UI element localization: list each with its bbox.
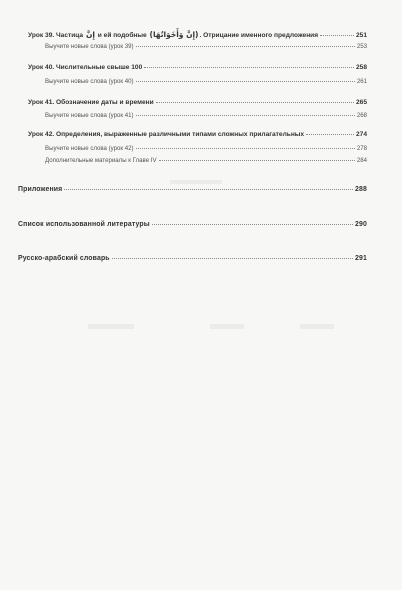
leader-dots [320,35,354,36]
show-through-mark [300,324,334,329]
page-number: 265 [355,99,367,106]
toc-entry-lesson-42[interactable] [28,131,367,139]
entry-label: Дополнительные материалы к Главе IV [45,157,157,164]
toc-entry-bibliography[interactable] [18,221,367,229]
entry-label: Выучите новые слова (урок 39) [45,43,134,50]
leader-dots [144,67,354,68]
toc-entry-appendices[interactable] [18,186,367,194]
page-number: 291 [355,255,367,262]
entry-label: Урок 40. Числительные свыше 100 [28,64,143,71]
page-number: 278 [356,145,367,152]
entry-label: Русско-арабский словарь [18,255,110,262]
entry-label: Выучите новые слова (урок 42) [45,145,134,152]
toc-entry-lesson-40-words[interactable] [45,78,367,86]
entry-label: Выучите новые слова (урок 41) [45,112,134,119]
entry-label: Список использованной литературы [18,221,150,228]
show-through-mark [170,180,222,184]
toc-entry-chapter-4-materials[interactable] [45,157,367,165]
arabic-particle-inna: إِنَّ [85,30,95,39]
toc-entry-lesson-39-words[interactable] [45,43,367,51]
leader-dots [136,46,355,47]
toc-entry-lesson-40[interactable] [28,64,367,72]
leader-dots [306,134,354,135]
toc-entry-lesson-41-words[interactable] [45,112,367,120]
leader-dots [112,258,353,259]
lesson-39-title-mid: и ей подобные [97,32,147,39]
leader-dots [136,148,355,149]
toc-entry-lesson-42-words[interactable] [45,145,367,153]
page-number: 290 [355,221,367,228]
page-number: 258 [355,64,367,71]
lesson-39-title-suffix: . Отрицание именного предложения [199,32,319,39]
page-number: 261 [356,78,367,85]
toc-entry-lesson-39[interactable] [28,31,367,40]
arabic-inna-sisters: (إِنَّ وَأَخَوَاتُهَا) [149,30,199,39]
leader-dots [136,81,355,82]
page-number: 274 [355,131,367,138]
entry-label: Урок 41. Обозначение даты и времени [28,99,154,106]
entry-label: Урок 42. Определения, выраженные различными типами сложных прилагательных [28,131,305,138]
lesson-39-title-prefix: Урок 39. Частица [28,32,84,39]
show-through-mark [210,324,244,329]
lesson-39-title [28,31,318,40]
leader-dots [136,115,355,116]
entry-label: Выучите новые слова (урок 40) [45,78,134,85]
entry-label: Приложения [18,186,63,193]
leader-dots [64,189,353,190]
page-number: 268 [356,112,367,119]
leader-dots [156,102,354,103]
page-number: 284 [356,157,367,164]
page-number: 253 [356,43,367,50]
leader-dots [152,224,353,225]
toc-entry-dictionary[interactable] [18,255,367,263]
page-number: 288 [355,186,367,193]
show-through-mark [88,324,134,329]
leader-dots [159,160,355,161]
toc-entry-lesson-41[interactable] [28,99,367,107]
page-number: 251 [355,32,367,39]
